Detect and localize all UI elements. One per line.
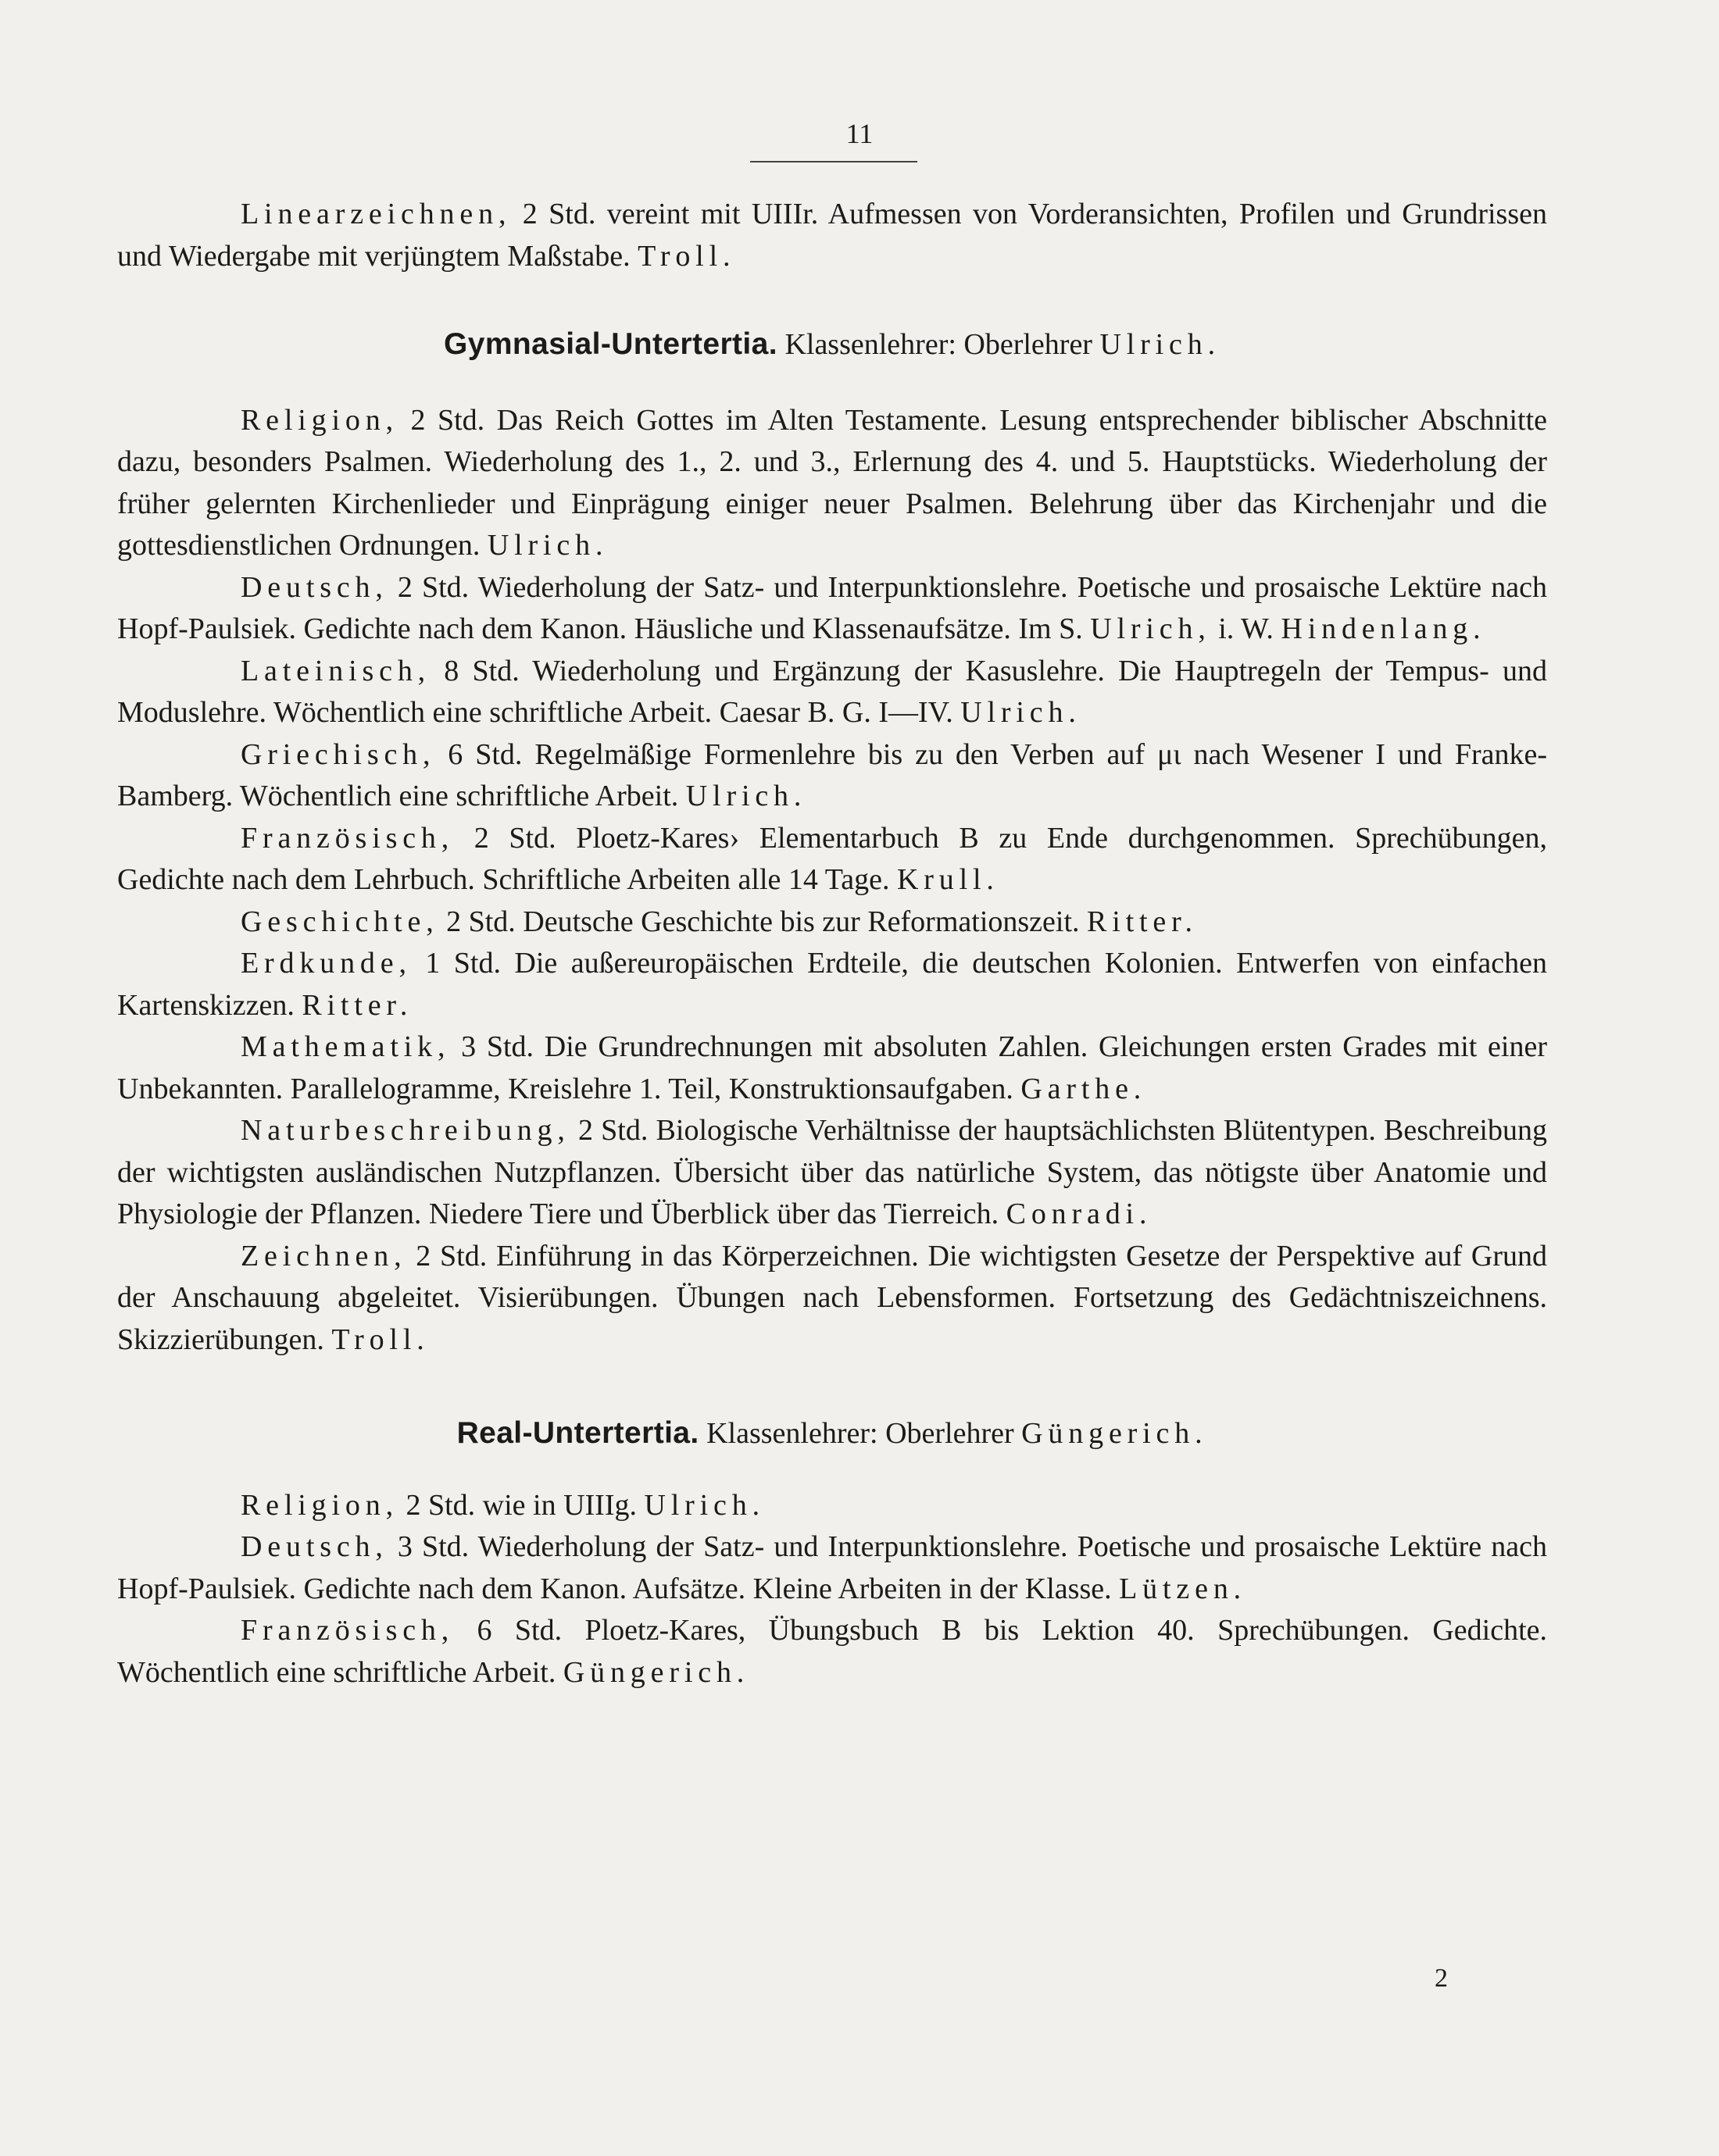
subject-name: Linearzeichnen, [241,198,512,230]
paragraph-zeichnen [117,1236,1547,1362]
paragraph-griechisch [117,734,1547,818]
teacher-name: Ulrich, [1090,612,1211,645]
teacher-name: Güngerich. [563,1655,750,1689]
paragraph-text: 2 Std. Ploetz-Kares› Elementarbuch B zu Ende durchgenommen. Sprechübungen, Gedichte nach dem Lehrbuch. Schriftliche Arbeiten alle 14 Tage. [117,821,1547,896]
subject-name: Erdkunde, [241,947,412,980]
paragraph-text: 2 Std. Deutsche Geschichte bis zur Reformationszeit. [438,905,1080,938]
teacher-name: Garthe. [1020,1072,1147,1105]
subject-name: Geschichte, [241,905,439,938]
paragraph-deutsch [117,567,1547,651]
klassenlehrer-label: Klassenlehrer: Oberlehrer [784,328,1092,361]
subject-name: Deutsch, [241,1530,388,1563]
section-title: Gymnasial-Untertertia. [444,327,777,361]
klassenlehrer-label: Klassenlehrer: Oberlehrer [706,1417,1014,1450]
paragraph-text: 2 Std. Biologische Verhältnisse der hauptsächlichsten Blütentypen. Beschreibung der wichtigsten ausländischen Nutzpflanzen. Übersicht über das natürliche System, das nötigste über Anatomie und Physiologie der Pflanzen. Niedere Tiere und Überblick über das Tierreich. [117,1114,1547,1230]
paragraph-religion [117,400,1547,567]
paragraph-text: 8 Std. Wiederholung und Ergänzung der Kasuslehre. Die Hauptregeln der Tempus- und Moduslehre. Wöchentlich eine schriftliche Arbeit. Caesar B. G. I—IV. [117,654,1547,729]
paragraph-real-religion [117,1485,1547,1527]
section-heading-gymnasial [117,323,1547,366]
klassenlehrer-name: Ulrich. [1099,328,1220,361]
teacher-name: Lützen. [1119,1572,1247,1605]
subject-name: Lateinisch, [241,654,431,687]
paragraph-text: 2 Std. Das Reich Gottes im Alten Testamente. Lesung entsprechender biblischer Abschnitte dazu, besonders Psalmen. Wiederholung des 1., 2. und 3., Erlernung des 4. und 5. Hauptstücks. Wiederholung der früher gelernten Kirchenlieder und Einprägung einiger neuer Psalmen. Belehrung über das Kirchenjahr und die gottesdienstlichen Ordnungen. [117,403,1547,562]
paragraph-text: 1 Std. Die außereuropäischen Erdteile, die deutschen Kolonien. Entwerfen von einfachen Kartenskizzen. [117,947,1547,1022]
klassenlehrer-name: Güngerich. [1021,1417,1208,1450]
teacher-name: Hindenlang. [1281,612,1486,645]
teacher-name: Conradi. [1006,1198,1153,1230]
paragraph-text: 2 Std. Einführung in das Körperzeichnen. Die wichtigsten Gesetze der Perspektive auf Grund der Anschauung abgeleitet. Visierübungen. Übungen nach Lebensformen. Fortsetzung des Gedächtniszeichnens. Skizzierübungen. [117,1239,1547,1356]
paragraph-linearzeichnen [117,194,1547,277]
teacher-name: Krull. [896,863,999,896]
subject-name: Griechisch, [241,737,436,771]
subject-name: Deutsch, [241,570,388,604]
paragraph-geschichte [117,901,1547,944]
teacher-name: Ulrich. [487,529,609,562]
section-title: Real-Untertertia. [456,1416,699,1450]
page-number-rule [750,161,917,162]
signature-mark: 2 [1435,1964,1448,1993]
paragraph-mathematik [117,1026,1547,1110]
paragraph-text: i. W. [1210,612,1274,645]
teacher-name: Ulrich. [644,1488,765,1522]
paragraph-real-franzoesisch [117,1610,1547,1694]
page-body [117,194,1547,1694]
paragraph-real-deutsch [117,1526,1547,1610]
subject-name: Französisch, [241,821,455,855]
page-number: 11 [845,118,874,149]
subject-name: Französisch, [241,1614,455,1647]
teacher-name: Troll. [331,1323,430,1356]
subject-name: Religion, [241,1488,398,1522]
subject-name: Religion, [241,403,398,437]
paragraph-text: 2 Std. Wiederholung der Satz- und Interpunktionslehre. Poetische und prosaische Lektüre nach Hopf-Paulsiek. Gedichte nach dem Kanon. Häusliche und Klassenaufsätze. Im S. [117,570,1547,645]
teacher-name: Ritter. [302,988,413,1022]
paragraph-erdkunde [117,943,1547,1026]
subject-name: Zeichnen, [241,1239,407,1273]
teacher-name: Ulrich. [960,696,1081,729]
paragraph-text: 3 Std. Wiederholung der Satz- und Interpunktionslehre. Poetische und prosaische Lektüre nach Hopf-Paulsiek. Gedichte nach dem Kanon. Aufsätze. Kleine Arbeiten in der Klasse. [117,1530,1547,1605]
paragraph-text: 6 Std. Regelmäßige Formenlehre bis zu den Verben auf μι nach Wesener I und Franke-Bamberg. Wöchentlich eine schriftliche Arbeit. [117,737,1547,812]
paragraph-franzoesisch [117,818,1547,901]
paragraph-text: 6 Std. Ploetz-Kares, Übungsbuch B bis Lektion 40. Sprechübungen. Gedichte. Wöchentlich eine schriftliche Arbeit. [117,1614,1547,1689]
section-heading-real [117,1412,1547,1455]
paragraph-lateinisch [117,651,1547,734]
paragraph-text: 2 Std. wie in UIIIg. [398,1488,637,1522]
paragraph-text: 3 Std. Die Grundrechnungen mit absoluten Zahlen. Gleichungen ersten Grades mit einer Unbekannten. Parallelogramme, Kreislehre 1. Teil, Konstruktionsaufgaben. [117,1030,1547,1105]
teacher-name: Ritter. [1087,905,1198,938]
subject-name: Mathematik, [241,1030,451,1063]
teacher-name: Troll. [638,239,736,273]
teacher-name: Ulrich. [685,780,807,812]
paragraph-text: 2 Std. vereint mit UIIIr. Aufmessen von Vorderansichten, Profilen und Grundrissen und Wiedergabe mit verjüngtem Maßstabe. [117,198,1547,273]
paragraph-naturbeschreibung [117,1110,1547,1236]
subject-name: Naturbeschreibung, [241,1114,570,1147]
